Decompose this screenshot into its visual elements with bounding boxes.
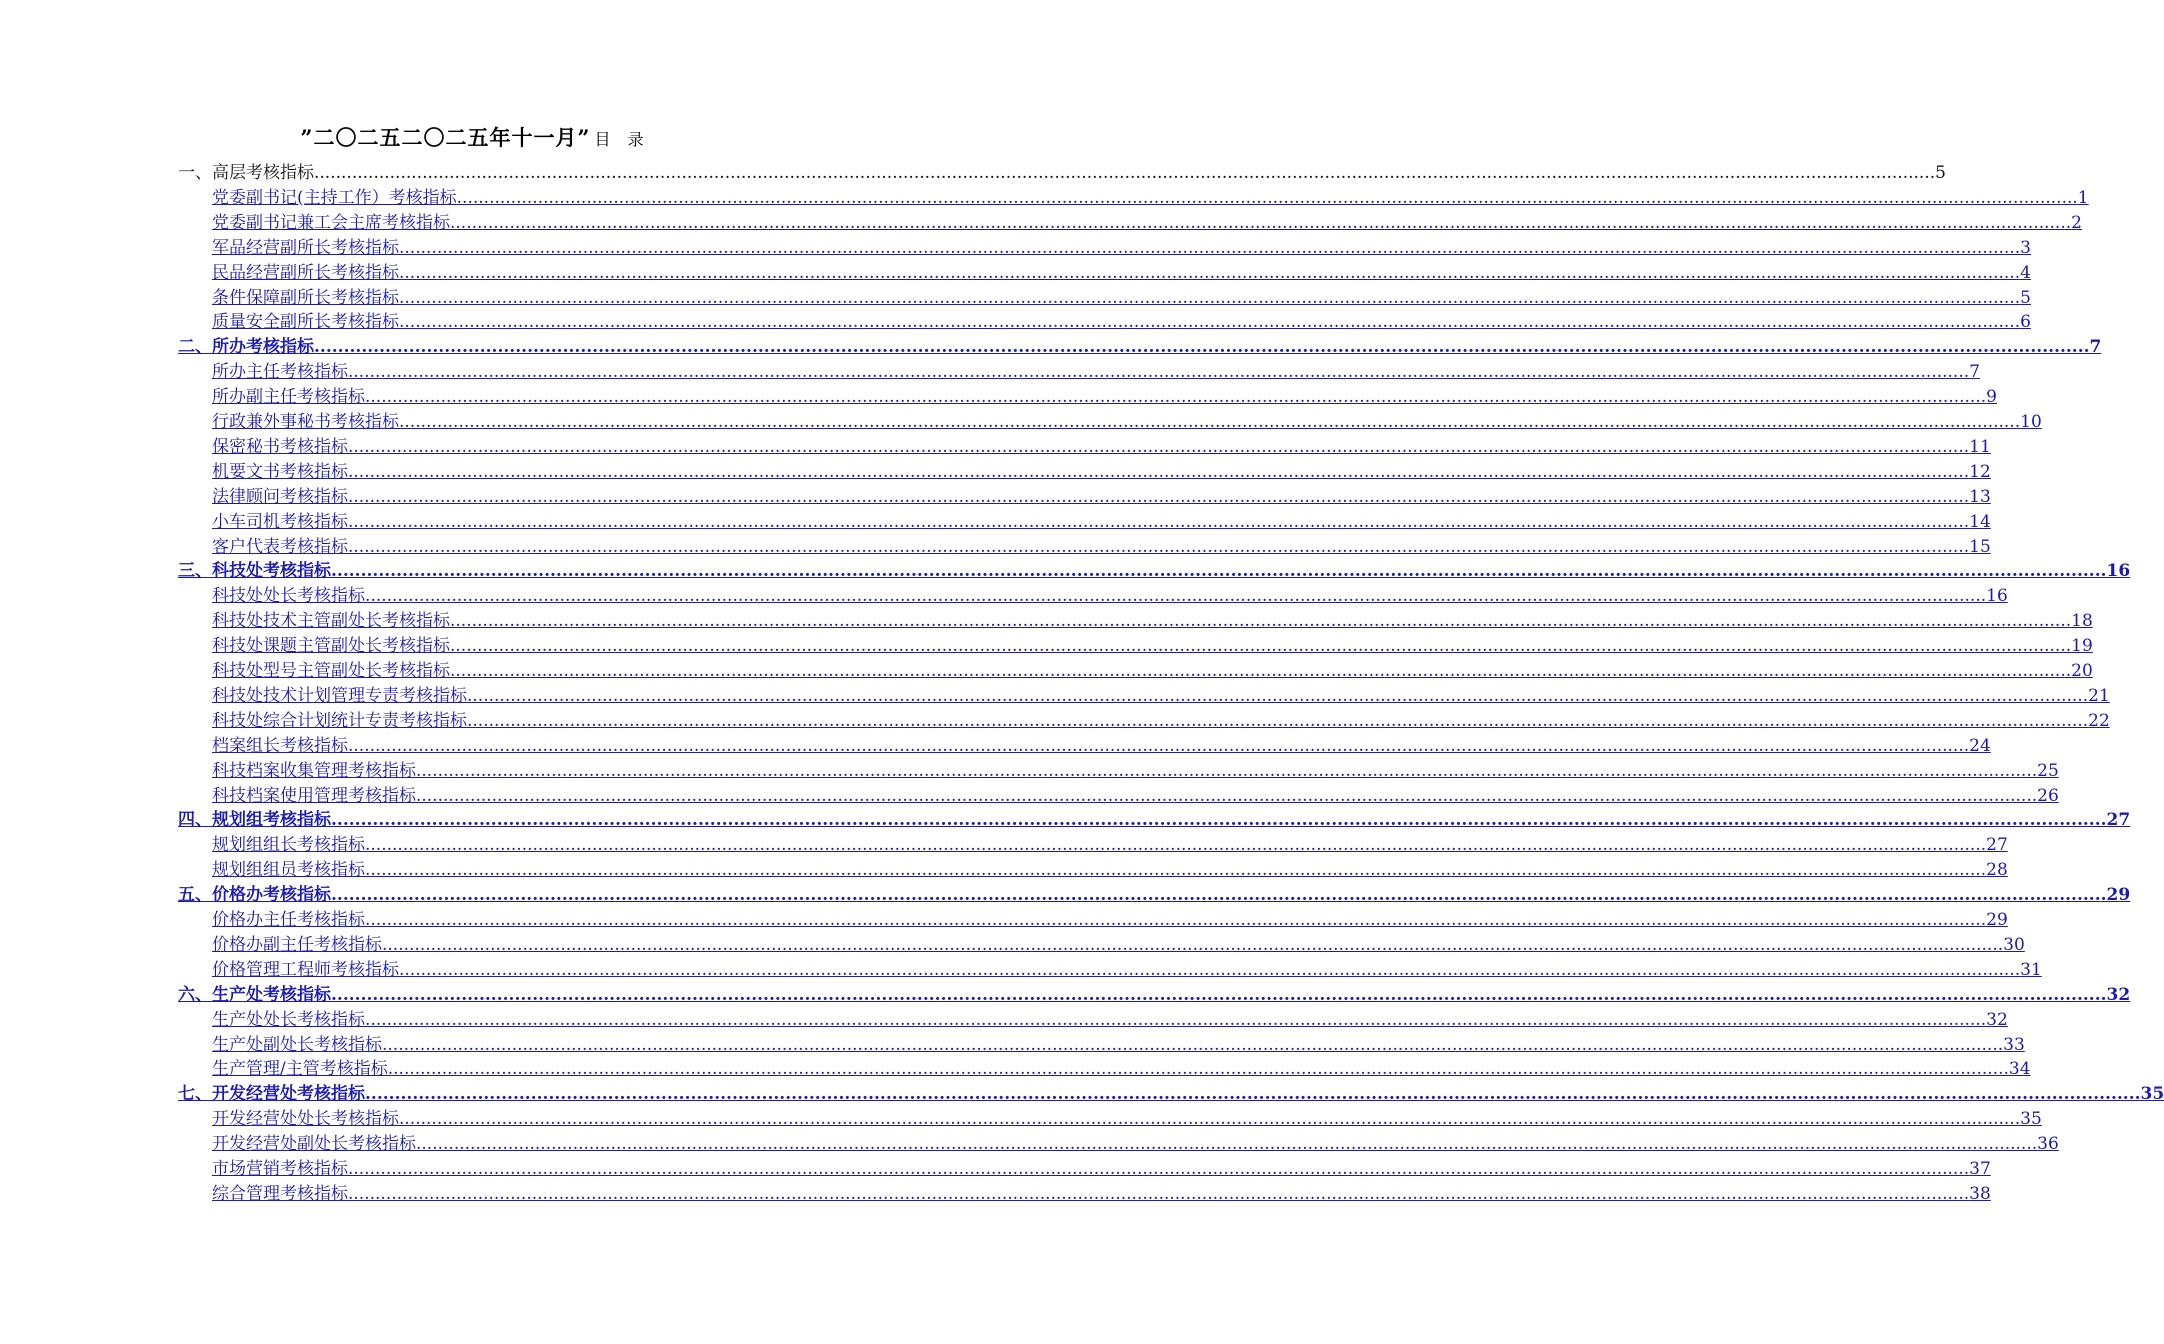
toc-dot-leader: ............................................................................................................................................................................................................................................................................................................ [467,685,2089,706]
toc-entry-label: 所办副主任考核指标 [212,387,365,408]
toc-item-entry[interactable] [212,833,2008,857]
toc-entry-label: 科技档案收集管理考核指标 [212,760,416,781]
toc-dot-leader: ............................................................................................................................................................................................................................................................................................................ [348,1183,1970,1204]
toc-dot-leader: ............................................................................................................................................................................................................................................................................................................ [450,212,2072,233]
toc-item-entry[interactable] [212,485,1991,509]
toc-dot-leader: ............................................................................................................................................................................................................................................................................................................ [348,486,1970,507]
toc-entry-page-number: 37 [1969,1159,1991,1179]
toc-entry-label: 军品经营副所长考核指标 [212,237,399,258]
toc-section-entry[interactable] [178,335,2102,359]
toc-entry-page-number: 7 [1969,362,1980,383]
toc-entry-page-number: 20 [2071,661,2093,681]
toc-entry-page-number: 21 [2088,685,2110,706]
toc-entry-label: 党委副书记(主持工作）考核指标 [212,187,457,208]
toc-dot-leader: ............................................................................................................................................................................................................................................................................................................ [450,636,2072,657]
toc-entry-page-number: 26 [2037,785,2059,806]
toc-entry-label: 二、所办考核指标 [178,337,314,358]
toc-dot-leader: ............................................................................................................................................................................................................................................................................................................ [365,1084,2141,1105]
toc-item-entry[interactable] [212,186,2089,210]
toc-entry-label: 生产处副处长考核指标 [212,1034,382,1055]
toc-entry-page-number: 32 [2106,984,2131,1005]
toc-dot-leader: ............................................................................................................................................................................................................................................................................................................ [365,860,1987,881]
toc-entry-label: 条件保障副所长考核指标 [212,287,399,308]
toc-entry-label: 科技处处长考核指标 [212,586,365,607]
toc-item-entry[interactable] [212,1008,2008,1032]
toc-section-entry[interactable] [178,808,2131,832]
toc-entry-label: 六、生产处考核指标 [178,984,331,1005]
toc-dot-leader: ............................................................................................................................................................................................................................................................................................................ [331,885,2107,906]
toc-item-entry[interactable] [212,410,2042,434]
toc-entry-label: 科技处型号主管副处长考核指标 [212,661,450,681]
toc-section-entry[interactable] [178,983,2131,1007]
toc-dot-leader: ............................................................................................................................................................................................................................................................................................................ [382,934,2004,955]
toc-dot-leader: ............................................................................................................................................................................................................................................................................................................ [467,710,2089,731]
toc-dot-leader: ............................................................................................................................................................................................................................................................................................................ [314,163,1936,183]
toc-dot-leader: ............................................................................................................................................................................................................................................................................................................ [399,1109,2021,1130]
toc-entry-page-number: 27 [1986,835,2008,856]
toc-dot-leader: ............................................................................................................................................................................................................................................................................................................ [399,237,2021,258]
toc-entry-label: 质量安全副所长考核指标 [212,312,399,333]
toc-entry-label: 机要文书考核指标 [212,461,348,482]
toc-entry-page-number: 38 [1969,1183,1991,1204]
toc-dot-leader: ............................................................................................................................................................................................................................................................................................................ [365,835,1987,856]
toc-entry-page-number: 5 [2020,287,2031,308]
toc-dot-leader: ............................................................................................................................................................................................................................................................................................................ [331,810,2107,831]
toc-dot-leader: ............................................................................................................................................................................................................................................................................................................ [314,337,2090,358]
toc-entry-page-number: 13 [1969,486,1991,507]
document-title [0,122,950,152]
toc-item-entry[interactable] [212,1157,1991,1181]
toc-entry-label: 一、高层考核指标 [178,163,314,183]
toc-entry-label: 科技处课题主管副处长考核指标 [212,636,450,657]
toc-entry-page-number: 16 [2106,561,2131,582]
toc-item-entry[interactable] [212,286,2031,310]
toc-entry-page-number: 15 [1969,536,1991,557]
toc-dot-leader: ............................................................................................................................................................................................................................................................................................................ [331,561,2107,582]
toc-entry-page-number: 25 [2037,760,2059,781]
toc-item-entry[interactable] [212,261,2031,285]
toc-item-entry[interactable] [212,858,2008,882]
toc-dot-leader: ............................................................................................................................................................................................................................................................................................................ [387,1059,2009,1080]
toc-item-entry[interactable] [212,360,1980,384]
toc-dot-leader: ............................................................................................................................................................................................................................................................................................................ [348,461,1970,482]
toc-entry-label: 行政兼外事秘书考核指标 [212,412,399,432]
toc-entry-label: 三、科技处考核指标 [178,561,331,582]
toc-entry-label: 党委副书记兼工会主席考核指标 [212,212,450,233]
toc-entry-page-number: 14 [1969,511,1991,532]
toc-entry-page-number: 19 [2071,636,2093,657]
toc-dot-leader: ............................................................................................................................................................................................................................................................................................................ [365,586,1987,607]
toc-entry-label: 规划组组员考核指标 [212,860,365,881]
toc-dot-leader: ............................................................................................................................................................................................................................................................................................................ [348,536,1970,557]
toc-item-entry[interactable] [212,1033,2025,1057]
toc-entry-label: 价格办副主任考核指标 [212,934,382,955]
toc-dot-leader: ............................................................................................................................................................................................................................................................................................................ [348,1159,1970,1179]
toc-item-entry[interactable] [212,759,2059,783]
toc-item-entry[interactable] [212,908,2008,932]
toc-section-entry[interactable] [178,559,2131,583]
toc-dot-leader: ............................................................................................................................................................................................................................................................................................................ [399,287,2021,308]
toc-entry-label: 档案组长考核指标 [212,735,348,756]
toc-dot-leader: ............................................................................................................................................................................................................................................................................................................ [331,984,2107,1005]
toc-entry-label: 价格办主任考核指标 [212,910,365,930]
toc-entry-page-number: 36 [2037,1134,2059,1155]
toc-dot-leader: ............................................................................................................................................................................................................................................................................................................ [348,511,1970,532]
toc-item-entry[interactable] [212,684,2110,708]
toc-entry-label: 价格管理工程师考核指标 [212,959,399,980]
toc-dot-leader: ............................................................................................................................................................................................................................................................................................................ [365,910,1987,930]
toc-entry-page-number: 5 [1935,163,1946,183]
toc-entry-page-number: 9 [1986,387,1997,408]
toc-entry-page-number: 4 [2020,262,2031,283]
toc-entry-page-number: 12 [1969,461,1991,482]
toc-entry-page-number: 3 [2020,237,2031,258]
toc-entry-page-number: 33 [2003,1034,2025,1055]
toc-item-entry[interactable] [212,1057,2031,1081]
toc-entry-page-number: 27 [2106,810,2131,831]
toc-dot-leader: ............................................................................................................................................................................................................................................................................................................ [450,611,2072,632]
toc-item-entry[interactable] [212,584,2008,608]
toc-entry-page-number: 29 [2106,885,2131,906]
toc-entry-label: 科技处综合计划统计专责考核指标 [212,710,467,731]
toc-dot-leader: ............................................................................................................................................................................................................................................................................................................ [399,959,2021,980]
toc-entry-page-number: 28 [1986,860,2008,881]
toc-entry-page-number: 30 [2003,934,2025,955]
toc-dot-leader: ............................................................................................................................................................................................................................................................................................................ [456,187,2078,208]
toc-entry-label: 科技处技术计划管理专责考核指标 [212,685,467,706]
toc-item-entry[interactable] [212,709,2110,733]
toc-entry-page-number: 34 [2008,1059,2031,1080]
toc-item-entry[interactable] [212,1182,1991,1206]
toc-item-entry[interactable] [212,460,1991,484]
toc-entry-label: 法律顾问考核指标 [212,486,348,507]
toc-item-entry[interactable] [212,510,1991,534]
toc-dot-leader: ............................................................................................................................................................................................................................................................................................................ [365,1009,1987,1030]
toc-entry-label: 开发经营处副处长考核指标 [212,1134,416,1155]
toc-entry-page-number: 11 [1969,436,1991,457]
toc-entry-label: 开发经营处处长考核指标 [212,1109,399,1130]
toc-item-entry[interactable] [212,1132,2059,1156]
toc-entry-label: 市场营销考核指标 [212,1159,348,1179]
toc-entry-label: 五、价格办考核指标 [178,885,331,906]
toc-entry-page-number: 2 [2071,212,2082,233]
toc-dot-leader: ............................................................................................................................................................................................................................................................................................................ [348,362,1970,383]
toc-dot-leader: ............................................................................................................................................................................................................................................................................................................ [348,436,1970,457]
toc-entry-label: 四、规划组考核指标 [178,810,331,831]
toc-item-entry[interactable] [212,634,2093,658]
toc-entry-page-number: 22 [2088,710,2110,731]
toc-item-entry[interactable] [212,1107,2042,1131]
toc-dot-leader: ............................................................................................................................................................................................................................................................................................................ [399,312,2021,333]
toc-dot-leader: ............................................................................................................................................................................................................................................................................................................ [416,760,2038,781]
toc-entry-label: 生产管理/主管考核指标 [212,1059,388,1080]
toc-item-entry[interactable] [212,933,2025,957]
toc-entry-page-number: 29 [1986,910,2008,930]
toc-entry-label: 综合管理考核指标 [212,1183,348,1204]
toc-entry-label: 规划组组长考核指标 [212,835,365,856]
toc-dot-leader: ............................................................................................................................................................................................................................................................................................................ [416,1134,2038,1155]
toc-entry-page-number: 32 [1986,1009,2008,1030]
toc-entry-page-number: 10 [2020,412,2042,432]
toc-entry-label: 科技处技术主管副处长考核指标 [212,611,450,632]
toc-entry-page-number: 7 [2089,337,2102,358]
title-main: ”二〇二五二〇二五年十一月” [300,125,591,150]
toc-dot-leader: ............................................................................................................................................................................................................................................................................................................ [348,735,1970,756]
toc-section-entry[interactable] [178,1082,2164,1106]
toc-entry-page-number: 24 [1969,735,1991,756]
toc-item-entry[interactable] [212,535,1991,559]
toc-entry-label: 科技档案使用管理考核指标 [212,785,416,806]
toc-entry-page-number: 35 [2140,1084,2164,1105]
toc-dot-leader: ............................................................................................................................................................................................................................................................................................................ [399,262,2021,283]
toc-dot-leader: ............................................................................................................................................................................................................................................................................................................ [416,785,2038,806]
toc-entry-label: 小车司机考核指标 [212,511,348,532]
toc-item-entry[interactable] [212,958,2042,982]
toc-item-entry[interactable] [212,734,1991,758]
toc-entry-label: 民品经营副所长考核指标 [212,262,399,283]
toc-dot-leader: ............................................................................................................................................................................................................................................................................................................ [450,661,2072,681]
toc-item-entry[interactable] [212,609,2093,633]
toc-item-entry[interactable] [212,435,1991,459]
toc-entry-page-number: 18 [2071,611,2093,632]
toc-item-entry[interactable] [212,784,2059,808]
toc-dot-leader: ............................................................................................................................................................................................................................................................................................................ [382,1034,2004,1055]
toc-item-entry[interactable] [212,385,1997,409]
toc-item-entry[interactable] [212,236,2031,260]
toc-entry-label: 客户代表考核指标 [212,536,348,557]
toc-section-entry [178,161,1946,185]
title-sub: 目 录 [594,130,650,149]
toc-item-entry[interactable] [212,659,2093,683]
toc-entry-page-number: 6 [2020,312,2031,333]
toc-entry-page-number: 16 [1986,586,2008,607]
toc-dot-leader: ............................................................................................................................................................................................................................................................................................................ [399,412,2021,432]
toc-entry-page-number: 1 [2077,187,2089,208]
toc-entry-label: 七、开发经营处考核指标 [178,1084,365,1105]
toc-entry-page-number: 35 [2020,1109,2042,1130]
toc-item-entry[interactable] [212,211,2082,235]
toc-entry-page-number: 31 [2020,959,2042,980]
toc-entry-label: 生产处处长考核指标 [212,1009,365,1030]
toc-dot-leader: ............................................................................................................................................................................................................................................................................................................ [365,387,1987,408]
toc-entry-label: 所办主任考核指标 [212,362,348,383]
toc-section-entry[interactable] [178,883,2131,907]
toc-entry-label: 保密秘书考核指标 [212,436,348,457]
toc-item-entry[interactable] [212,310,2031,334]
